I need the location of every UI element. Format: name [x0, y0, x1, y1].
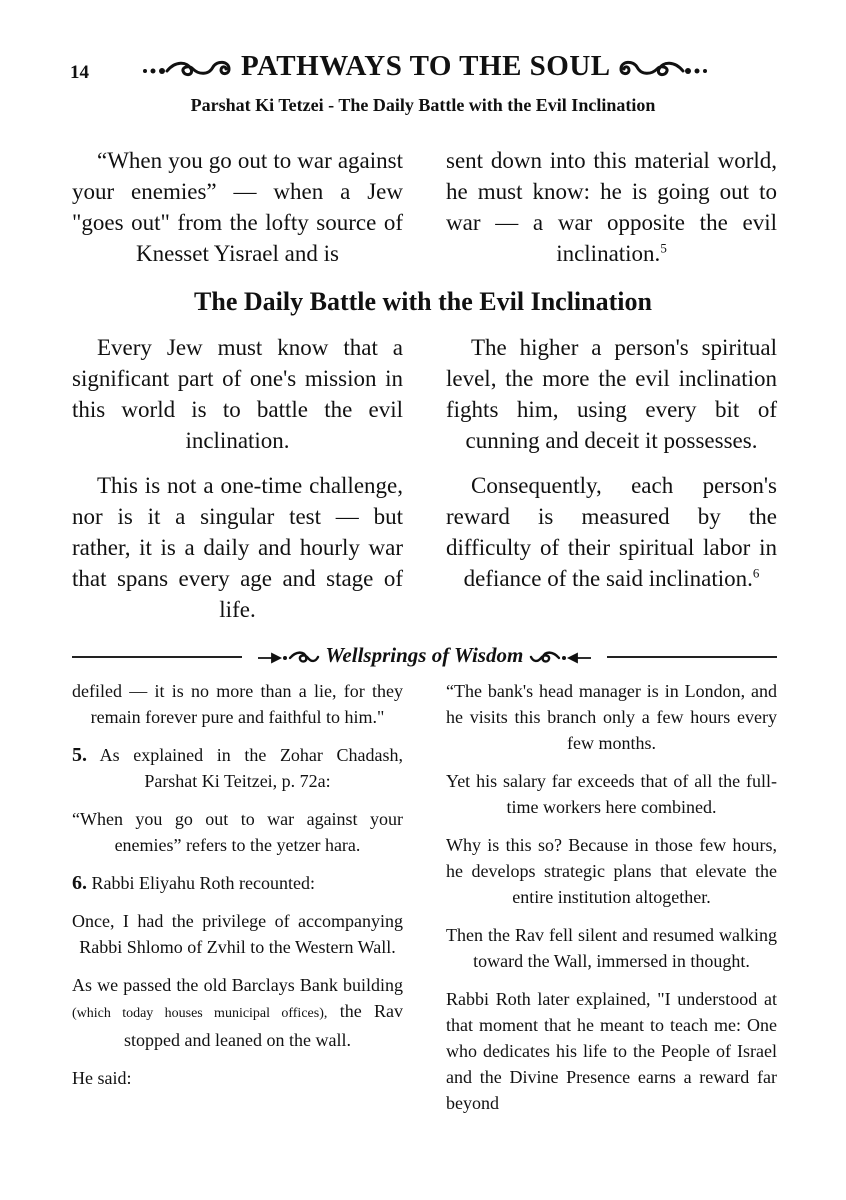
footnote-ref-6: 6 [752, 565, 760, 581]
footnote-left-paragraph-6c: the Rav stopped and leaned on the wall. [124, 1001, 403, 1050]
footnotes-divider [72, 643, 777, 671]
footnote-left-paragraph-6a: As we passed the old Barclays Bank building [72, 975, 403, 995]
footnote-right-paragraph-4: Then the Rav fell silent and resumed walking toward the Wall, immersed in thought. [446, 925, 777, 971]
section-right-column [446, 332, 777, 608]
intro-left-paragraph: “When you go out to war against your enemies” — when a Jew "goes out" from the lofty source of Knesset Yisrael and is [72, 148, 403, 266]
section-left-column [72, 332, 403, 639]
section-left-paragraph-1: Every Jew must know that a significant part of one's mission in this world is to battle the evil inclination. [72, 335, 403, 453]
footnote-right-paragraph-2: Yet his salary far exceeds that of all the full-time workers here combined. [446, 771, 777, 817]
footnote-left-paragraph-6 [72, 972, 403, 1053]
footnote-right-paragraph-3: Why is this so? Because in those few hours, he develops strategic plans that elevate the entire institution altogether. [446, 835, 777, 907]
footnote-left-paragraph-7: He said: [72, 1068, 132, 1088]
footnote-6-text: Rabbi Eliyahu Roth recounted: [91, 873, 315, 893]
divider-line-right [607, 656, 777, 658]
section-right-paragraph-2 [446, 470, 777, 594]
footnote-left-paragraph-3: “When you go out to war against your enemies” refers to the yetzer hara. [72, 809, 403, 855]
section-heading: The Daily Battle with the Evil Inclination [194, 287, 652, 316]
page-header [0, 50, 846, 90]
scroll-ornament-left-icon [258, 649, 320, 665]
footnote-right-paragraph-5: Rabbi Roth later explained, "I understood at that moment that he meant to teach me: One who dedicates his life to the People of Israel and the Divine Presence earns a reward far beyond [446, 989, 777, 1113]
page-number: 14 [70, 62, 89, 83]
divider-line-left [72, 656, 242, 658]
footnote-ref-5: 5 [660, 240, 667, 256]
book-title: PATHWAYS TO THE SOUL [240, 50, 610, 82]
footnote-5-text: As explained in the Zohar Chadash, Parshat Ki Teitzei, p. 72a: [99, 745, 403, 791]
divider-label-group [242, 643, 607, 668]
scroll-ornament-right-icon [617, 57, 709, 79]
footnote-left-paragraph-1: defiled — it is no more than a lie, for they remain forever pure and faithful to him." [72, 681, 403, 727]
footnote-left-paragraph-5: Once, I had the privilege of accompanying Rabbi Shlomo of Zvhil to the Western Wall. [72, 911, 403, 957]
scroll-ornament-right-icon [529, 649, 591, 665]
footnote-right-paragraph-1: “The bank's head manager is in London, and he visits this branch only a few hours every few months. [446, 681, 777, 753]
footnote-6-number: 6. [72, 872, 87, 894]
footnote-5 [72, 742, 403, 794]
section-left-paragraph-2: This is not a one-time challenge, nor is it a singular test — but rather, it is a daily and hourly war that spans every age and stage of life. [72, 473, 403, 622]
intro-right-text: sent down into this material world, he must know: he is going out to war — a war opposite the evil inclination. [446, 148, 777, 266]
scroll-ornament-left-icon [141, 57, 233, 79]
footnote-6 [72, 870, 403, 896]
footnote-left-paragraph-6b: (which today houses municipal offices), [72, 1006, 328, 1021]
intro-right-paragraph [446, 145, 777, 269]
footnote-5-number: 5. [72, 744, 87, 766]
section-right-text-2: Consequently, each person's reward is measured by the difficulty of their spiritual labor in defiance of the said inclination. [446, 473, 777, 591]
footnotes-right-column [446, 678, 777, 1128]
chapter-subtitle: Parshat Ki Tetzei - The Daily Battle with the Evil Inclination [190, 95, 656, 115]
footnotes-left-column [72, 678, 403, 1103]
section-right-paragraph-1: The higher a person's spiritual level, the more the evil inclination fights him, using every bit of cunning and deceit it possesses. [446, 335, 777, 453]
running-title [130, 50, 720, 83]
intro-right-column [446, 145, 777, 283]
intro-left-column [72, 145, 403, 283]
divider-label: Wellsprings of Wisdom [325, 643, 524, 667]
